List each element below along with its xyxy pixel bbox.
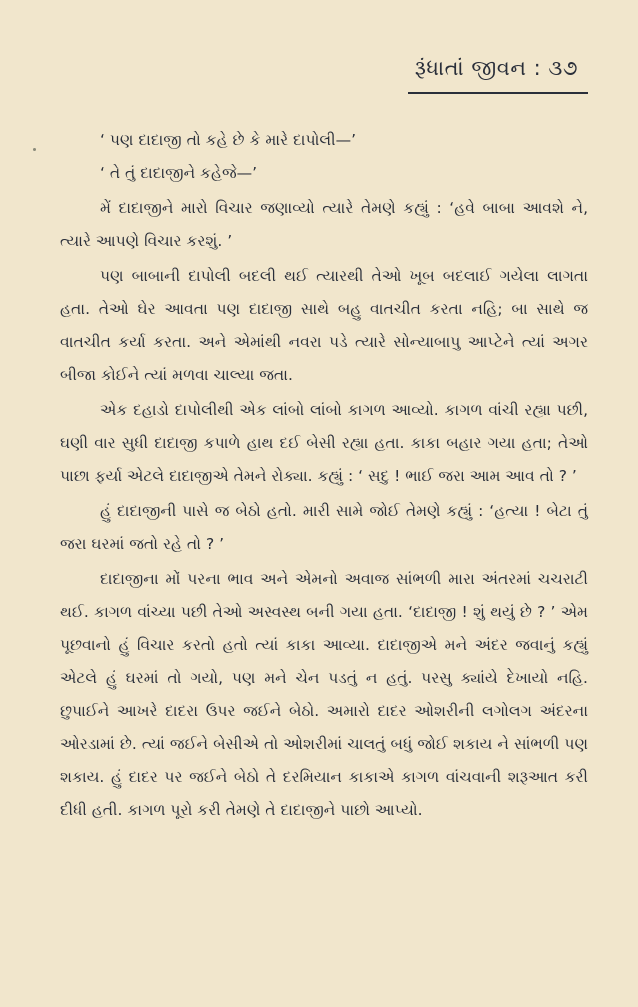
running-head: રૂંધાતાં જીવન : ૩૭ [414,56,578,80]
header-rule [408,92,588,94]
dialogue-line-1: ‘ પણ દાદાજી તો કહે છે કે મારે દાપોલી—’ [100,131,356,149]
paragraph-3: એક દહાડો દાપોલીથી એક લાંબો લાંબો કાગળ આવ્યો. કાગળ વાંચી રહ્યા પછી, ઘણી વાર સુધી દાદાજી કપાળે હાથ દઈ બેસી રહ્યા હતા. કાકા બહાર ગયા હતા; તેઓ પાછા ફર્યા એટલે દાદાજીએ તેમને રોક્યા. કહ્યું : ‘ સદુ ! ભાઈ જરા આમ આવ તો ? ’ [60,401,588,485]
paragraph-2: પણ બાબાની દાપોલી બદલી થઈ ત્યારથી તેઓ ખૂબ બદલાઈ ગયેલા લાગતા હતા. તેઓ ઘેર આવતા પણ દાદાજી સાથે બહુ વાતચીત કરતા નહિ; બા સાથે જ વાતચીત કર્યા કરતા. અને એમાંથી નવરા પડે ત્યારે સોન્યાબાપુ આપ્ટેને ત્યાં અગર બીજા કોઈને ત્યાં મળવા ચાલ્યા જતા. [60,267,588,384]
body-text [60,124,588,827]
paper-spot [33,148,36,151]
paragraph-4: હું દાદાજીની પાસે જ બેઠો હતો. મારી સામે જોઈ તેમણે કહ્યું : ‘હત્યા ! બેટા તું જરા ઘરમાં જતો રહે તો ? ’ [60,502,588,553]
paragraph-1: મેં દાદાજીને મારો વિચાર જણાવ્યો ત્યારે તેમણે કહ્યું : ‘હવે બાબા આવશે ને, ત્યારે આપણે વિચાર કરશું. ’ [60,199,588,250]
paragraph-5: દાદાજીના મોં પરના ભાવ અને એમનો અવાજ સાંભળી મારા અંતરમાં ચચરાટી થઈ. કાગળ વાંચ્યા પછી તેઓ અસ્વસ્થ બની ગયા હતા. ‘દાદાજી ! શું થયું છે ? ’ એમ પૂછવાનો હું વિચાર કરતો હતો ત્યાં કાકા આવ્યા. દાદાજીએ મને અંદર જવાનું કહ્યું એટલે હું ઘરમાં તો ગયો, પણ મને ચેન પડતું ન હતું. પરસુ ક્યાંયે દેખાયો નહિ. છુપાઈને આખરે દાદરા ઉપર જઈને બેઠો. અમારો દાદર ઓશરીની લગોલગ અંદરના ઓરડામાં છે. ત્યાં જઈને બેસીએ તો ઓશરીમાં ચાલતું બધું જોઈ શકાય ને સાંભળી પણ શકાય. હું દાદર પર જઈને બેઠો તે દરમિયાન કાકાએ કાગળ વાંચવાની શરૂઆત કરી દીધી હતી. કાગળ પૂરો કરી તેમણે તે દાદાજીને પાછો આપ્યો. [60,570,588,819]
dialogue-line-2: ‘ તે તું દાદાજીને કહેજે—’ [100,164,258,182]
